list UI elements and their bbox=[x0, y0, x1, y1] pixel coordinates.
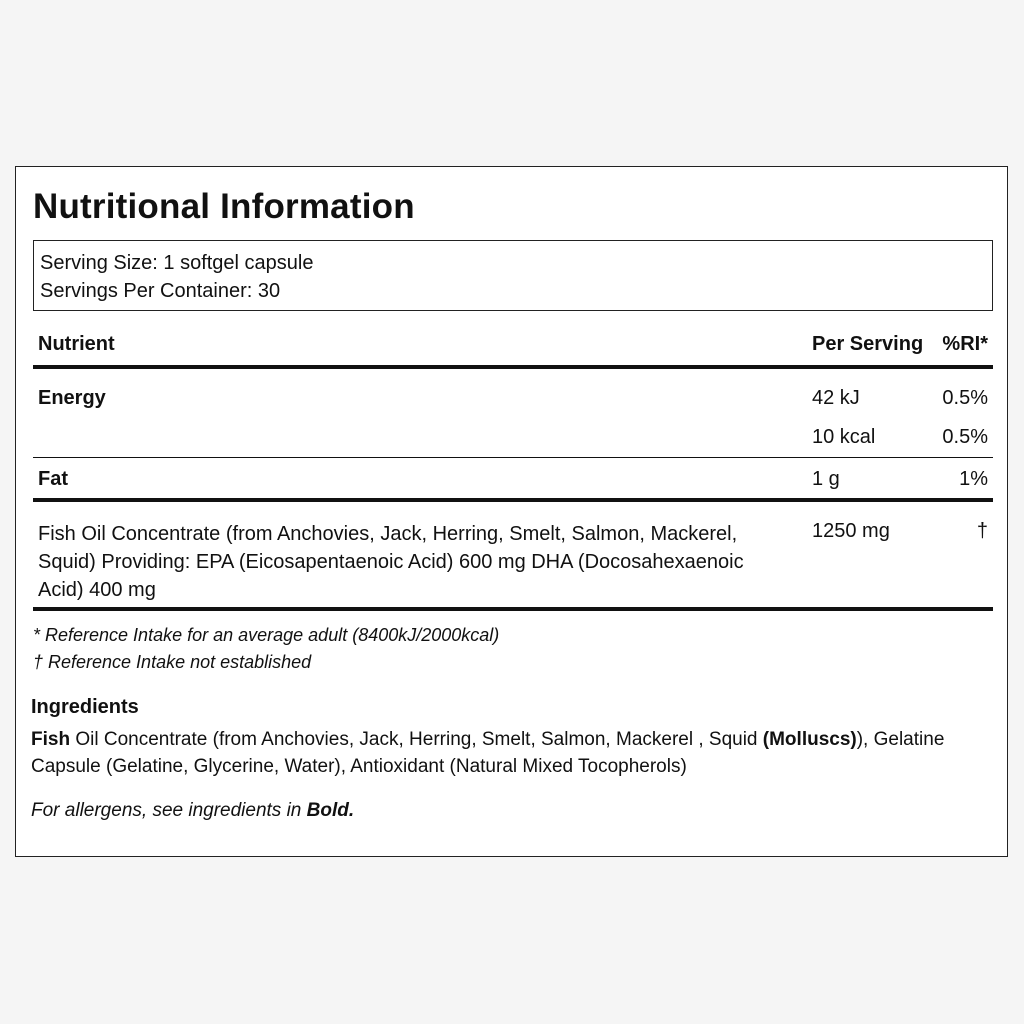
ingredients-part-1: Oil Concentrate (from Anchovies, Jack, Herring, Smelt, Salmon, Mackerel , Squid bbox=[70, 729, 763, 750]
energy-kj-ri: 0.5% bbox=[942, 387, 988, 409]
servings-per-container: Servings Per Container: 30 bbox=[40, 280, 281, 302]
allergen-note-bold: Bold. bbox=[306, 800, 355, 821]
table-row-energy bbox=[33, 369, 993, 457]
fish-oil-ri: † bbox=[976, 520, 988, 542]
energy-kcal-value: 10 kcal bbox=[812, 426, 876, 448]
allergen-note bbox=[31, 800, 354, 822]
energy-kcal-ri: 0.5% bbox=[942, 426, 988, 448]
allergen-note-text: For allergens, see ingredients in bbox=[31, 800, 307, 821]
nutrient-name: Fat bbox=[38, 468, 68, 490]
fat-ri: 1% bbox=[959, 468, 988, 490]
header-per-serving: Per Serving bbox=[812, 333, 924, 355]
footnote-ri: * Reference Intake for an average adult (8400kJ/2000kcal) bbox=[33, 625, 500, 645]
ingredients-part-2: ), Gelatine Capsule (Gelatine, Glycerine, Water), Antioxidant (Natural Mixed Tocopherols) bbox=[31, 729, 945, 777]
nutrient-name: Fish Oil Concentrate (from Anchovies, Jack, Herring, Smelt, Salmon, Mackerel, Squid) Providing: EPA (Eicosapentaenoic Acid) 600 mg DHA (Docosahexaenoic Acid) 400 mg bbox=[38, 523, 744, 601]
footnotes bbox=[33, 622, 499, 676]
serving-size: Serving Size: 1 softgel capsule bbox=[40, 252, 314, 274]
nutrition-table bbox=[33, 327, 993, 611]
allergen-molluscs: (Molluscs) bbox=[762, 729, 857, 750]
page-title: Nutritional Information bbox=[33, 187, 415, 226]
table-row-fat bbox=[33, 458, 993, 498]
fish-oil-value: 1250 mg bbox=[812, 520, 890, 542]
footnote-not-established: † Reference Intake not established bbox=[33, 652, 312, 672]
serving-info-box bbox=[33, 240, 993, 311]
table-row-fish-oil bbox=[33, 502, 993, 607]
table-header-row bbox=[33, 327, 993, 365]
ingredients-heading: Ingredients bbox=[31, 696, 139, 718]
energy-kj-value: 42 kJ bbox=[812, 387, 860, 409]
header-nutrient: Nutrient bbox=[38, 333, 115, 355]
ingredients-text bbox=[31, 726, 991, 780]
divider bbox=[33, 607, 993, 611]
fat-value: 1 g bbox=[812, 468, 840, 490]
header-ri: %RI* bbox=[942, 333, 988, 355]
allergen-fish: Fish bbox=[31, 729, 71, 750]
nutrition-panel bbox=[15, 166, 1008, 857]
nutrient-name: Energy bbox=[38, 387, 106, 409]
